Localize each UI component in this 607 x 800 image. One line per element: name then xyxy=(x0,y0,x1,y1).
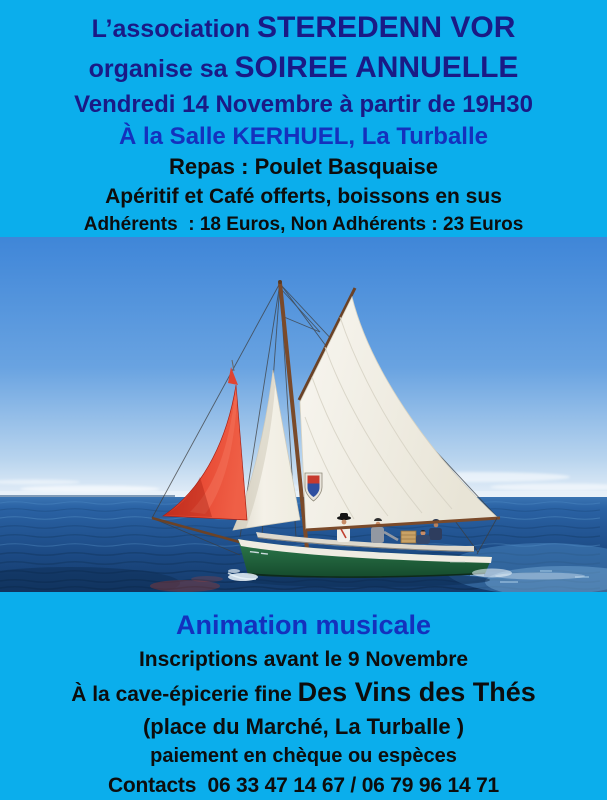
poster-footer xyxy=(0,592,607,800)
inscription-line: Inscriptions avant le 9 Novembre xyxy=(138,648,469,671)
masthead-truck xyxy=(278,280,282,284)
sailboat-illustration xyxy=(0,237,607,592)
title-line xyxy=(0,8,607,49)
animation-line: Animation musicale xyxy=(175,610,432,640)
distant-land-strip xyxy=(0,495,175,497)
event-name: SOIREE ANNUELLE xyxy=(234,51,519,84)
contacts-line: Contacts 06 33 47 14 67 / 06 79 96 14 71 xyxy=(107,774,500,797)
association-name: STEREDENN VOR xyxy=(256,11,516,44)
payment-line: paiement en chèque ou espèces xyxy=(150,745,457,767)
organise-prefix: organise sa xyxy=(88,55,235,83)
price-line: Adhérents : 18 Euros, Non Adhérents : 23 Euros xyxy=(83,214,524,235)
address-line: (place du Marché, La Turballe ) xyxy=(142,714,465,739)
cave-prefix: À la cave-épicerie fine xyxy=(71,683,298,706)
poster-header xyxy=(0,0,607,237)
cave-line xyxy=(0,675,607,712)
subtitle-line xyxy=(0,49,607,88)
venue-line: À la Salle KERHUEL, La Turballe xyxy=(119,123,488,150)
stern-lettering-mark xyxy=(450,561,465,563)
meal-line: Repas : Poulet Basquaise xyxy=(169,154,438,179)
wooden-crate xyxy=(401,531,416,543)
drinks-line: Apéritif et Café offerts, boissons en sus xyxy=(105,185,502,208)
association-prefix: L’association xyxy=(91,15,257,43)
sailboat-photo xyxy=(0,237,607,592)
date-line: Vendredi 14 Novembre à partir de 19H30 xyxy=(74,91,533,118)
red-sail-reflection-2 xyxy=(191,576,223,582)
shop-name: Des Vins des Thés xyxy=(297,677,536,707)
